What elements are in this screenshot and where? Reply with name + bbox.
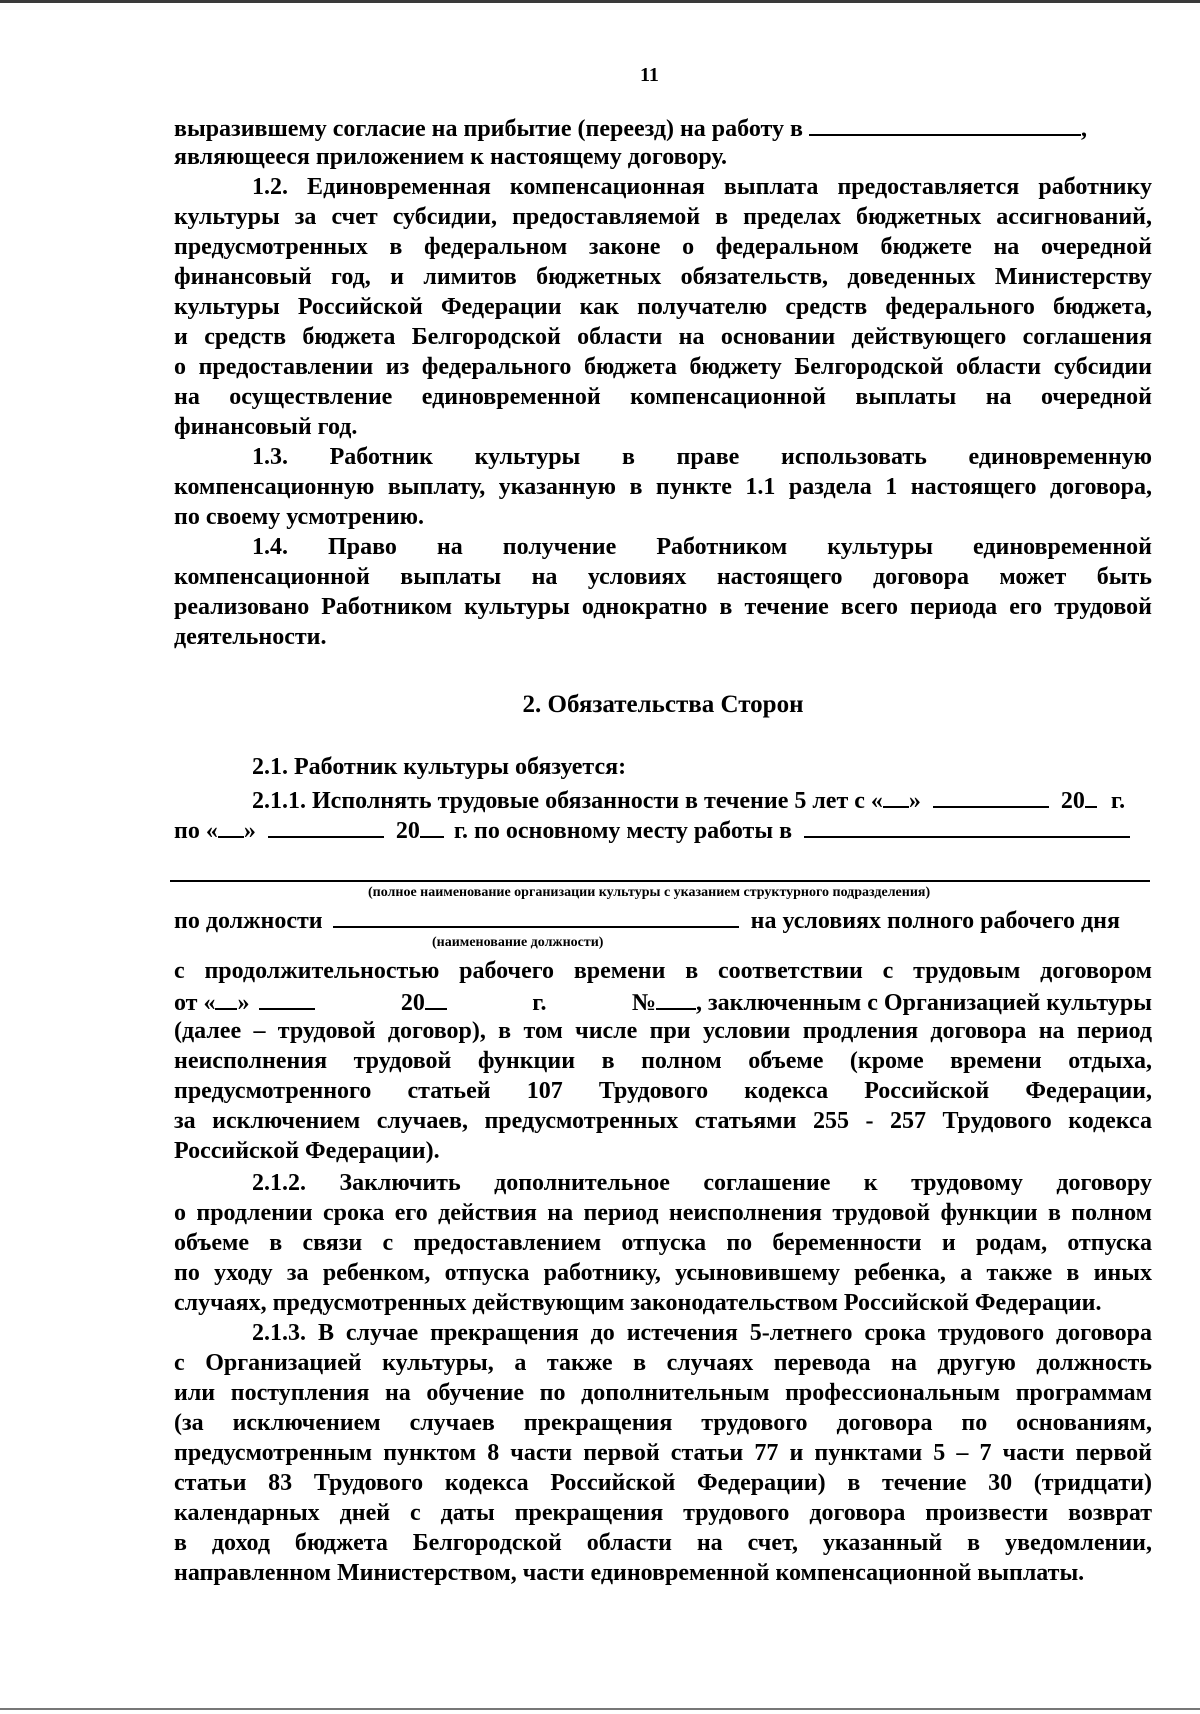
contract-month-blank: [259, 986, 315, 1010]
para-2-1-3-line-2: с Организацией культуры, а также в случаях перевода на другую должность: [174, 1350, 1152, 1376]
work-hours-line: с продолжительностью рабочего времени в соответствии с трудовым договором: [174, 958, 1152, 984]
para-2-1-2-line-5: случаях, предусмотренных действующим законодательством Российской Федерации.: [174, 1290, 1102, 1316]
scan-edge-bottom: [0, 1708, 1200, 1710]
position-label: по должности: [174, 908, 323, 934]
para-2-1-2-line-2: о продлении срока его действия на период неисполнения трудовой функции в полном: [174, 1200, 1152, 1226]
contract-day-close-quote: »: [237, 990, 250, 1016]
para-2-1-1-d-line-4: за исключением случаев, предусмотренных статьями 255 - 257 Трудового кодекса: [174, 1108, 1152, 1134]
para-1-2-line-1: 1.2. Единовременная компенсационная выплата предоставляется работнику: [252, 174, 1152, 200]
destination-blank: [809, 112, 1081, 136]
start-day-blank: [883, 784, 909, 808]
contract-year-prefix: 20: [400, 990, 425, 1016]
para-2-1-1-d-line-5: Российской Федерации).: [174, 1138, 440, 1164]
para-1-2-line-8: на осуществление единовременной компенсационной выплаты на очередной: [174, 384, 1152, 410]
start-year-prefix: 20: [1060, 788, 1085, 814]
para-2-1-3-line-9: направленном Министерством, части единовременной компенсационной выплаты.: [174, 1560, 1085, 1586]
para-1-2-line-5: культуры Российской Федерации как получателю средств федерального бюджета,: [174, 294, 1152, 320]
contract-day-blank: [215, 986, 237, 1010]
contract-line: [174, 986, 1152, 1018]
end-day-blank: [218, 814, 244, 838]
para-1-2-line-9: финансовый год.: [174, 414, 358, 440]
para-1-2-line-2: культуры за счет субсидии, предоставляемой в пределах бюджетных ассигнований,: [174, 204, 1152, 230]
para-1-1-line-1: выразившему согласие на прибытие (переезд) на работу в ,: [174, 112, 1152, 144]
end-month-blank: [268, 814, 384, 838]
para-2-1-1-d-line-3: предусмотренного статьей 107 Трудового кодекса Российской Федерации,: [174, 1078, 1152, 1104]
para-2-1-1-d-line-2: неисполнения трудовой функции в полном объеме (кроме времени отдыха,: [174, 1048, 1152, 1074]
start-year-blank: [1085, 784, 1097, 808]
para-2-1-1-line-2: [174, 814, 1152, 846]
para-2-1-2-line-1: 2.1.2. Заключить дополнительное соглашение к трудовому договору: [252, 1170, 1152, 1196]
position-blank: [333, 904, 739, 928]
start-month-blank: [933, 784, 1049, 808]
para-2-1-3-line-4: (за исключением случаев прекращения трудового договора по основаниям,: [174, 1410, 1152, 1436]
contract-number-sign: №: [631, 990, 656, 1016]
contract-year-blank: [425, 986, 447, 1010]
organization-name-rule: [170, 880, 1150, 882]
para-2-1-1-d-line-1: (далее – трудовой договор), в том числе при условии продления договора на период: [174, 1018, 1152, 1044]
para-2-1-3-line-3: или поступления на обучение по дополнительным профессиональным программам: [174, 1380, 1152, 1406]
contract-date-open: от «: [174, 990, 216, 1016]
para-2-1-3-line-5: предусмотренным пунктом 8 части первой статьи 77 и пунктами 5 – 7 части первой: [174, 1440, 1152, 1466]
scan-edge-top: [0, 0, 1200, 3]
end-day-close-quote: »: [243, 818, 256, 844]
section-2-title: 2. Обязательства Сторон: [522, 691, 804, 718]
start-day-close-quote: »: [908, 788, 921, 814]
para-2-1-2-line-3: объеме в связи с предоставлением отпуска по беременности и родам, отпуска: [174, 1230, 1152, 1256]
position-line: [174, 904, 1152, 936]
para-2-1-3-line-8: в доход бюджета Белгородской области на счет, указанный в уведомлении,: [174, 1530, 1152, 1556]
end-year-prefix: 20: [395, 818, 420, 844]
para-1-4-line-1: 1.4. Право на получение Работником культуры единовременной: [252, 534, 1152, 560]
para-2-1-3-line-6: статьи 83 Трудового кодекса Российской Федерации) в течение 30 (тридцати): [174, 1470, 1152, 1496]
contract-year-suffix: г.: [532, 990, 547, 1016]
caption-position: (наименование должности): [432, 935, 604, 950]
para-1-3-line-3: по своему усмотрению.: [174, 504, 424, 530]
para-1-3-line-1: 1.3. Работник культуры в праве использовать единовременную: [252, 444, 1152, 470]
full-day-text: на условиях полного рабочего дня: [750, 908, 1120, 934]
page-number: 11: [640, 64, 659, 86]
para-1-2-line-7: о предоставлении из федерального бюджета бюджету Белгородской области субсидии: [174, 354, 1152, 380]
para-1-2-line-3: предусмотренных в федеральном законе о федеральном бюджете на очередной: [174, 234, 1152, 260]
para-1-1-text: выразившему согласие на прибытие (переезд) на работу в: [174, 116, 803, 142]
para-2-1-1-line-1: [174, 784, 1152, 816]
workplace-text: г. по основному месту работы в: [453, 818, 793, 844]
para-2-1-3-line-7: календарных дней с даты прекращения трудового договора произвести возврат: [174, 1500, 1152, 1526]
para-1-2-line-6: и средств бюджета Белгородской области на основании действующего соглашения: [174, 324, 1152, 350]
para-1-4-line-2: компенсационной выплаты на условиях настоящего договора может быть: [174, 564, 1152, 590]
para-2-1: 2.1. Работник культуры обязуется:: [252, 754, 627, 780]
contract-concluded-text: , заключенным с Организацией культуры: [695, 990, 1152, 1016]
workplace-blank: [804, 814, 1130, 838]
para-1-1-line-2: являющееся приложением к настоящему договору.: [174, 144, 728, 170]
caption-organization: (полное наименование организации культуры с указанием структурного подразделения): [368, 885, 931, 900]
contract-number-blank: [656, 986, 696, 1010]
para-2-1-1-text: 2.1.1. Исполнять трудовые обязанности в течение 5 лет с «: [252, 788, 883, 814]
end-date-open: по «: [174, 818, 218, 844]
para-1-2-line-4: финансовый год, и лимитов бюджетных обязательств, доведенных Министерству: [174, 264, 1152, 290]
para-2-1-2-line-4: по уходу за ребенком, отпуска работнику, усыновившему ребенка, а также в иных: [174, 1260, 1152, 1286]
end-year-blank: [420, 814, 444, 838]
start-year-suffix: г.: [1110, 788, 1126, 814]
para-1-4-line-3: реализовано Работником культуры однократно в течение всего периода его трудовой: [174, 594, 1152, 620]
para-1-3-line-2: компенсационную выплату, указанную в пункте 1.1 раздела 1 настоящего договора,: [174, 474, 1152, 500]
para-2-1-3-line-1: 2.1.3. В случае прекращения до истечения 5-летнего срока трудового договора: [252, 1320, 1152, 1346]
para-1-4-line-4: деятельности.: [174, 624, 327, 650]
